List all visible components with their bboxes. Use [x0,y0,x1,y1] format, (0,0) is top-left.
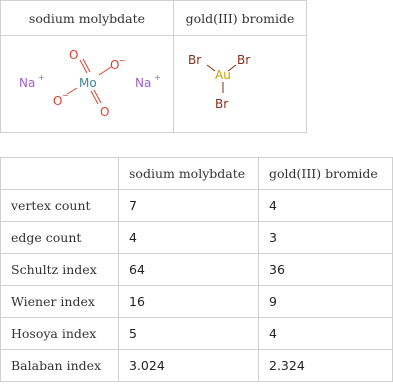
properties-table [0,157,393,382]
table-row [1,286,393,318]
header-gold-bromide: gold(III) bromide [174,1,307,36]
na-left-label: Na [19,76,36,90]
table-row [1,318,393,350]
structure-table [0,0,307,133]
bond-au-br-left [207,65,215,71]
corner-cell [1,158,119,190]
br-right-label: Br [237,53,251,67]
row-label-wiener-index: Wiener index [1,286,119,318]
row-label-vertex-count: vertex count [1,190,119,222]
sodium-molybdate-structure-cell [1,36,174,133]
properties-header-row [1,158,393,190]
value-cell: 5 [119,318,259,350]
value-cell: 64 [119,254,259,286]
column-header-sodium-molybdate: sodium molybdate [119,158,259,190]
gold-bromide-structure-cell [174,36,307,133]
na-right-charge: + [154,73,161,82]
table-row [1,254,393,286]
header-sodium-molybdate: sodium molybdate [1,1,174,36]
value-cell: 4 [259,190,393,222]
br-left-label: Br [188,53,202,67]
value-cell: 16 [119,286,259,318]
row-label-balaban-index: Balaban index [1,350,119,382]
oxygen-right-label: O [110,58,120,72]
bond-mo-o-top [80,60,87,73]
value-cell: 36 [259,254,393,286]
sodium-molybdate-diagram [1,36,173,128]
na-left-charge: + [38,73,45,82]
row-label-edge-count: edge count [1,222,119,254]
table-row [1,222,393,254]
row-label-hosoya-index: Hosoya index [1,318,119,350]
value-cell: 4 [259,318,393,350]
value-cell: 2.324 [259,350,393,382]
oxygen-left-charge: − [62,91,69,100]
value-cell: 9 [259,286,393,318]
na-right-label: Na [135,76,152,90]
bond-mo-o-bottom [94,90,101,103]
value-cell: 7 [119,190,259,222]
br-bottom-label: Br [215,97,229,111]
mo-label: Mo [79,76,97,90]
oxygen-left-label: O [53,94,63,108]
table-row [1,190,393,222]
row-label-schultz-index: Schultz index [1,254,119,286]
value-cell: 4 [119,222,259,254]
oxygen-top-label: O [69,48,79,62]
au-label: Au [215,68,231,82]
column-header-gold-bromide: gold(III) bromide [259,158,393,190]
bond-mo-o-bottom-2 [91,91,98,104]
table-row [1,350,393,382]
bond-mo-o-top-2 [83,59,90,72]
oxygen-right-charge: − [119,56,126,65]
value-cell: 3.024 [119,350,259,382]
gold-bromide-diagram [174,36,306,128]
value-cell: 3 [259,222,393,254]
oxygen-bottom-label: O [100,105,110,119]
